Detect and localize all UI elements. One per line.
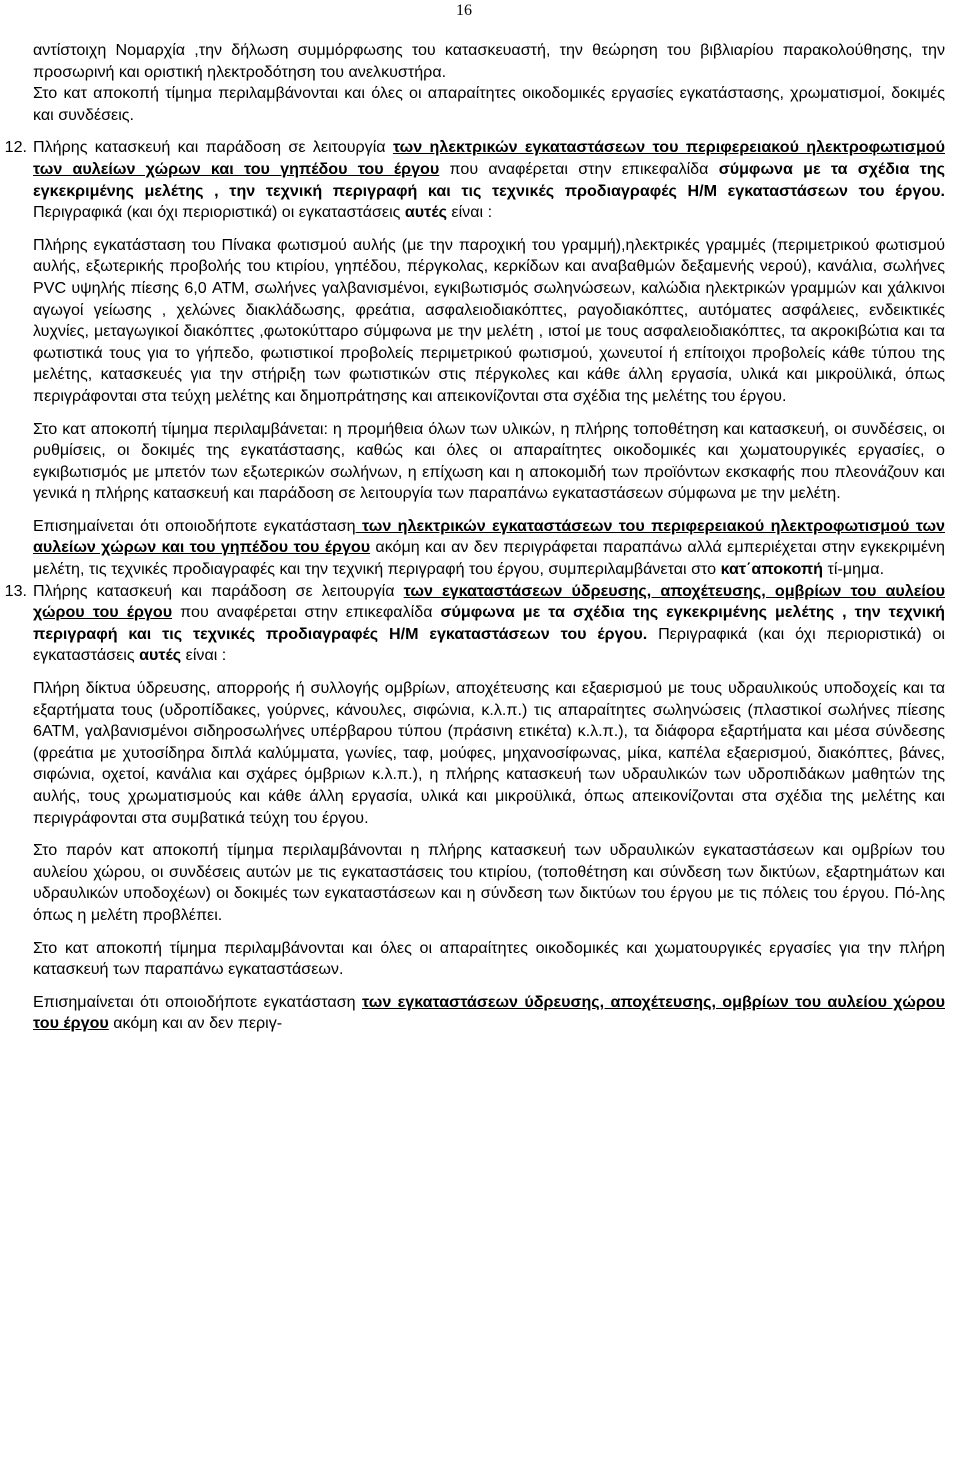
list-item-number: 13. [4,581,27,600]
list-item-number: 12. [4,138,27,157]
paragraph: Επισημαίνεται ότι οποιοδήποτε εγκατάσταση των εγκαταστάσεων ύδρευσης, αποχέτευσης, ομβρίων του αυλείου χώρου του έργου ακόμη και αν δεν περιγ- [33,992,945,1033]
paragraph: Στο κατ αποκοπή τίμημα περιλαμβάνεται: η προμήθεια όλων των υλικών, η πλήρης τοποθέτηση και κατασκευή, οι συνδέσεις, οι ρυθμίσεις, οι δοκιμές της εγκατάστασης, καθώς και όλες οι απαραίτητες οικοδομικές και χωματουργικές εργασίες, ο εγκιβωτισμός με μπετόν των εξωτερικών σωλήνων, η επίχωση και η αποκομιδή των προϊόντων εκσκαφής που πλεονάζουν και γενικά η πλήρης κατασκευή και παράδοση σε λειτουργία των παραπάνω εγκαταστάσεων σύμφωνα με την μελέτη. [33,419,945,503]
list-item-text: Πλήρης κατασκευή και παράδοση σε λειτουργία των εγκαταστάσεων ύδρευσης, αποχέτευσης, ομβρίων του αυλείου χώρου του έργου που αναφέρεται στην επικεφαλίδα σύμφωνα με τα σχέδια της εγκεκριμένης μελέτης , την τεχνική περιγραφή και τις τεχνικές προδιαγραφές Η/Μ εγκαταστάσεων του έργου. Περιγραφικά (και όχι περιοριστικά) οι εγκαταστάσεις αυτές είναι : [33,581,945,665]
paragraph: Στο κατ αποκοπή τίμημα περιλαμβάνονται και όλες οι απαραίτητες οικοδομικές και χωματουργικές εργασίες για την πλήρη κατασκευή των παραπάνω εγκαταστάσεων. [33,938,945,979]
list-item-12 [4,137,946,223]
paragraph: Πλήρη δίκτυα ύδρευσης, απορροής ή συλλογής ομβρίων, αποχέτευσης και εξαερισμού με τους υδραυλικούς υποδοχείς και τα εξαρτήματα τους (υδροπίδακες, γούρνες, κάνουλες, σιφώνια, κ.λ.π.) τις απαραίτητες σωληνώσεις (πλαστικοί σωλήνες πίεσης 6ΑΤΜ, γαλβανισμένοι σιδηροσωλήνες υπέρβαρου τύπου (πράσινη ετικέτα) κ.λ.π.), τα διάφορα εξαρτήματα και μέσα σύνδεσης (φρεάτια με χυτοσίδηρα διπλά καλύμματα, γωνίες, ταφ, μούφες, μηχανοσίφωνας, μίκα, καπέλα εξαερισμού, διακόπτες, βάνες, σιφώνια, οχετοί, κανάλια και σχάρες όμβριων κ.λ.π.), η πλήρης κατασκευή των υδραυλικών των υδροπιδάκων μαθητών της αυλής, τους χρωματισμούς και κάθε άλλη εργασία, υλικά και μικροϋλικά, όπως απεικονίζονται στα σχέδια της μελέτης και περιγράφονται στα συμβατικά τεύχη του έργου. [33,679,945,827]
list-item-13 [4,581,945,667]
paragraph: Στο κατ αποκοπή τίμημα περιλαμβάνονται και όλες οι απαραίτητες οικοδομικές εργασίες εγκατάστασης, χρωματισμοί, δοκιμές και συνδέσεις. [33,84,945,124]
paragraph: Στο παρόν κατ αποκοπή τίμημα περιλαμβάνονται η πλήρης κατασκευή των υδραυλικών εγκαταστάσεων και ομβρίων του αυλείου χώρου, οι συνδέσεις αυτών με τις εγκαταστάσεις του κτιρίου, (τοποθέτηση και σύνδεση των δικτύων, εξαρτημάτων και υδραυλικών υποδοχέων) οι δοκιμές των εγκαταστάσεων και η σύνδεση των δικτύων του έργου με τις πόλεις του έργου. Πό-λης όπως η μελέτη προβλέπει. [33,841,945,924]
paragraph: Πλήρης εγκατάσταση του Πίνακα φωτισμού αυλής (με την παροχική του γραμμή),ηλεκτρικές γραμμές (περιμετρικού φωτισμού αυλής, εξωτερικής προβολής του κτιρίου, γηπέδου, πέργκολας, κερκίδων και αναβαθμών δεξαμενής νερού), κανάλια, σωλήνες PVC υψηλής πίεσης 6,0 ATM, σωλήνες γαλβανισμένοι, εγκιβωτισμός σωληνώσεων, καλώδια ηλεκτρικών γραμμών και χάλκινοι αγωγοί γείωσης , χελώνες διακλάδωσης, φρεάτια, ασφαλειοδιακόπτες, ραγοδιακόπτες, αυτόματες ασφάλειες, ενδεικτικές λυχνίες, μεταγωγικοί διακόπτες ,φωτοκύτταρο σύμφωνα με την μελέτη , ιστοί με τους ασφαλειοδιακόπτες, τα ακροκιβώτια και τα φωτιστικά τους για το γήπεδο, φωτιστικοί προβολείς περιμετρικού φωτισμού, χωνευτοί ή επίτοιχοι προβολείς κάθε τύπου της μελέτης, κατασκευές για την στήριξη των φωτιστικών στις πέργκολες και κάθε άλλη εργασία, υλικά και μικροϋλικά, όπως περιγράφονται στα τεύχη μελέτης και δημοπράτησης και απεικονίζονται στα σχέδια της μελέτης του έργου. [33,235,945,405]
page-number: 16 [456,2,472,19]
paragraph: αντίστοιχη Νομαρχία ,την δήλωση συμμόρφωσης του κατασκευαστή, την θεώρηση του βιβλιαρίου παρακολούθησης, την προσωρινή και οριστική ηλεκτροδότηση του ανελκυστήρα. [33,41,945,81]
list-item-text: Πλήρης κατασκευή και παράδοση σε λειτουργία των ηλεκτρικών εγκαταστάσεων του περιφερειακού ηλεκτροφωτισμού των αυλείων χώρων και του γηπέδου του έργου που αναφέρεται στην επικεφαλίδα σύμφωνα με τα σχέδια της εγκεκριμένης μελέτης , την τεχνική περιγραφή και τις τεχνικές προδιαγραφές Η/Μ εγκαταστάσεων του έργου. Περιγραφικά (και όχι περιοριστικά) οι εγκαταστάσεις αυτές είναι : [33,138,946,222]
document-body [4,40,946,1035]
paragraph: Επισημαίνεται ότι οποιοδήποτε εγκατάσταση των ηλεκτρικών εγκαταστάσεων του περιφερειακού ηλεκτροφωτισμού των αυλείων χώρων και του γηπέδου του έργου ακόμη και αν δεν περιγράφεται παραπάνω αλλά εμπεριέχεται στην εγκεκριμένη μελέτη, τις τεχνικές προδιαγραφές και την τεχνική περιγραφή του έργου, συμπεριλαμβάνεται στο κατ΄αποκοπή τί-μημα. [33,516,945,579]
